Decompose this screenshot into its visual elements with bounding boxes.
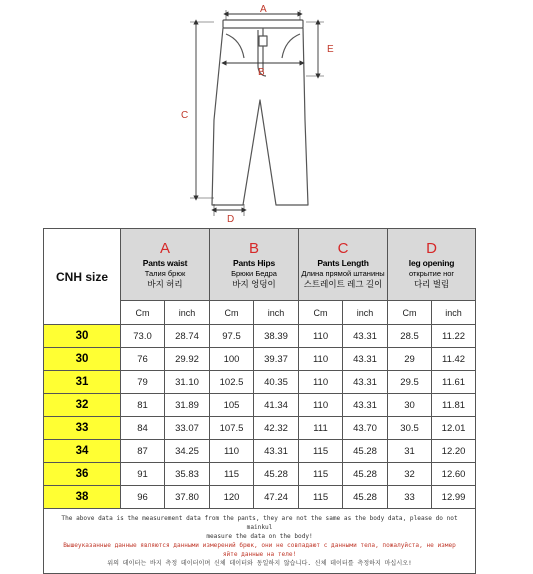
measurement-value: 87 (121, 440, 165, 463)
column-header-hips (210, 229, 299, 301)
size-row (44, 463, 476, 486)
size-row (44, 371, 476, 394)
measurement-value: 30 (388, 394, 432, 417)
note-english-line-2: measure the data on the body! (206, 533, 313, 540)
measurement-value: 102.5 (210, 371, 254, 394)
measurement-value: 11.61 (432, 371, 476, 394)
dimension-label-c: C (181, 110, 189, 121)
size-label: 30 (44, 325, 121, 348)
column-name-ru: открытие ног (408, 268, 455, 278)
measurement-value: 30.5 (388, 417, 432, 440)
measurement-value: 96 (121, 486, 165, 509)
column-header-waist (121, 229, 210, 301)
unit-cell: inch (165, 301, 210, 325)
measurement-value: 31 (388, 440, 432, 463)
measurement-value: 79 (121, 371, 165, 394)
measurement-value: 12.60 (432, 463, 476, 486)
column-name-en: Pants Hips (233, 257, 275, 268)
size-row (44, 348, 476, 371)
measurement-value: 45.28 (343, 440, 388, 463)
measurement-value: 28.5 (388, 325, 432, 348)
measurement-value: 41.34 (254, 394, 299, 417)
measurement-value: 40.35 (254, 371, 299, 394)
measurement-value: 42.32 (254, 417, 299, 440)
unit-cell: Cm (210, 301, 254, 325)
note-korean: 위의 데이터는 바지 측정 데이터이며 신체 데이터와 동일하지 않습니다. 신체 데이터를 측정하지 마십시오! (107, 560, 412, 567)
size-row (44, 394, 476, 417)
column-name-ko: 바지 엉덩이 (232, 278, 276, 289)
measurement-value: 73.0 (121, 325, 165, 348)
column-name-ru: Длина прямой штанины (301, 268, 385, 278)
measurement-value: 34.25 (165, 440, 210, 463)
column-name-en: leg opening (408, 257, 455, 268)
size-label: 32 (44, 394, 121, 417)
footer-row (44, 509, 476, 574)
size-row (44, 486, 476, 509)
measurement-value: 84 (121, 417, 165, 440)
size-rows (44, 325, 476, 509)
measurement-value: 107.5 (210, 417, 254, 440)
size-row (44, 325, 476, 348)
note-english-line-1: The above data is the measurement data from the pants, they are not the same as the body data, please do not mainkul (61, 515, 458, 531)
column-name-en: Pants Length (317, 257, 369, 268)
size-column-header: CNH size (44, 229, 121, 325)
column-letter: C (337, 239, 349, 257)
pants-outline (212, 20, 308, 205)
measurement-value: 43.31 (343, 394, 388, 417)
measurement-value: 110 (210, 440, 254, 463)
measurement-value: 28.74 (165, 325, 210, 348)
size-chart-table (43, 228, 476, 574)
measurement-value: 110 (299, 348, 343, 371)
measurement-value: 100 (210, 348, 254, 371)
size-row (44, 440, 476, 463)
size-label: 31 (44, 371, 121, 394)
measurement-value: 12.99 (432, 486, 476, 509)
measurement-value: 33 (388, 486, 432, 509)
size-label: 34 (44, 440, 121, 463)
unit-cell: inch (432, 301, 476, 325)
dimension-label-e: E (327, 44, 334, 55)
measurement-value: 45.28 (343, 486, 388, 509)
measurement-value: 115 (210, 463, 254, 486)
measurement-value: 105 (210, 394, 254, 417)
measurement-note (44, 509, 476, 574)
measurement-value: 43.70 (343, 417, 388, 440)
measurement-value: 38.39 (254, 325, 299, 348)
measurement-value: 76 (121, 348, 165, 371)
measurement-value: 115 (299, 440, 343, 463)
measurement-value: 31.10 (165, 371, 210, 394)
dimension-label-a: A (260, 4, 267, 15)
measurement-value: 47.24 (254, 486, 299, 509)
measurement-value: 43.31 (343, 371, 388, 394)
size-row (44, 417, 476, 440)
measurement-value: 110 (299, 394, 343, 417)
measurement-value: 37.80 (165, 486, 210, 509)
measurement-value: 81 (121, 394, 165, 417)
measurement-value: 12.01 (432, 417, 476, 440)
measurement-value: 31.89 (165, 394, 210, 417)
measurement-value: 115 (299, 463, 343, 486)
measurement-value: 43.31 (343, 325, 388, 348)
measurement-value: 12.20 (432, 440, 476, 463)
pants-measurement-diagram (0, 0, 533, 228)
measurement-value: 43.31 (254, 440, 299, 463)
measurement-value: 111 (299, 417, 343, 440)
size-label: 33 (44, 417, 121, 440)
measurement-value: 11.42 (432, 348, 476, 371)
measurement-value: 45.28 (254, 463, 299, 486)
measurement-value: 11.81 (432, 394, 476, 417)
dimension-label-d: D (227, 214, 235, 225)
note-russian-line-2: яйте данные на теле! (222, 551, 297, 558)
unit-cell: Cm (388, 301, 432, 325)
unit-cell: Cm (299, 301, 343, 325)
column-name-ko: 다리 벌림 (413, 278, 450, 289)
measurement-value: 97.5 (210, 325, 254, 348)
size-label: 36 (44, 463, 121, 486)
measurement-value: 11.22 (432, 325, 476, 348)
measurement-value: 39.37 (254, 348, 299, 371)
unit-cell: inch (254, 301, 299, 325)
measurement-value: 29.92 (165, 348, 210, 371)
column-name-en: Pants waist (142, 257, 188, 268)
dimension-label-b: B (258, 67, 265, 78)
measurement-value: 33.07 (165, 417, 210, 440)
measurement-value: 43.31 (343, 348, 388, 371)
column-name-ko: 스트레이트 레그 길이 (303, 278, 383, 289)
unit-cell: inch (343, 301, 388, 325)
measurement-value: 29.5 (388, 371, 432, 394)
column-letter: A (160, 239, 171, 257)
column-name-ko: 바지 허리 (147, 278, 183, 289)
note-russian-line-1: Вышеуказанные данные являются данными измерений брюк, они не совпадают с данными тела, пожалуйста, не измер (63, 542, 456, 549)
column-name-ru: Талия брюк (144, 268, 186, 278)
measurement-value: 110 (299, 325, 343, 348)
measurement-value: 45.28 (343, 463, 388, 486)
measurement-value: 115 (299, 486, 343, 509)
column-header-length (299, 229, 388, 301)
size-label: 38 (44, 486, 121, 509)
header-row (44, 229, 476, 301)
size-label: 30 (44, 348, 121, 371)
column-name-ru: Брюки Бедра (231, 268, 277, 278)
column-header-leg-opening (388, 229, 476, 301)
measurement-value: 35.83 (165, 463, 210, 486)
column-letter: B (249, 239, 260, 257)
measurement-value: 110 (299, 371, 343, 394)
column-letter: D (426, 239, 437, 257)
measurement-value: 29 (388, 348, 432, 371)
measurement-value: 120 (210, 486, 254, 509)
unit-cell: Cm (121, 301, 165, 325)
measurement-value: 91 (121, 463, 165, 486)
measurement-value: 32 (388, 463, 432, 486)
